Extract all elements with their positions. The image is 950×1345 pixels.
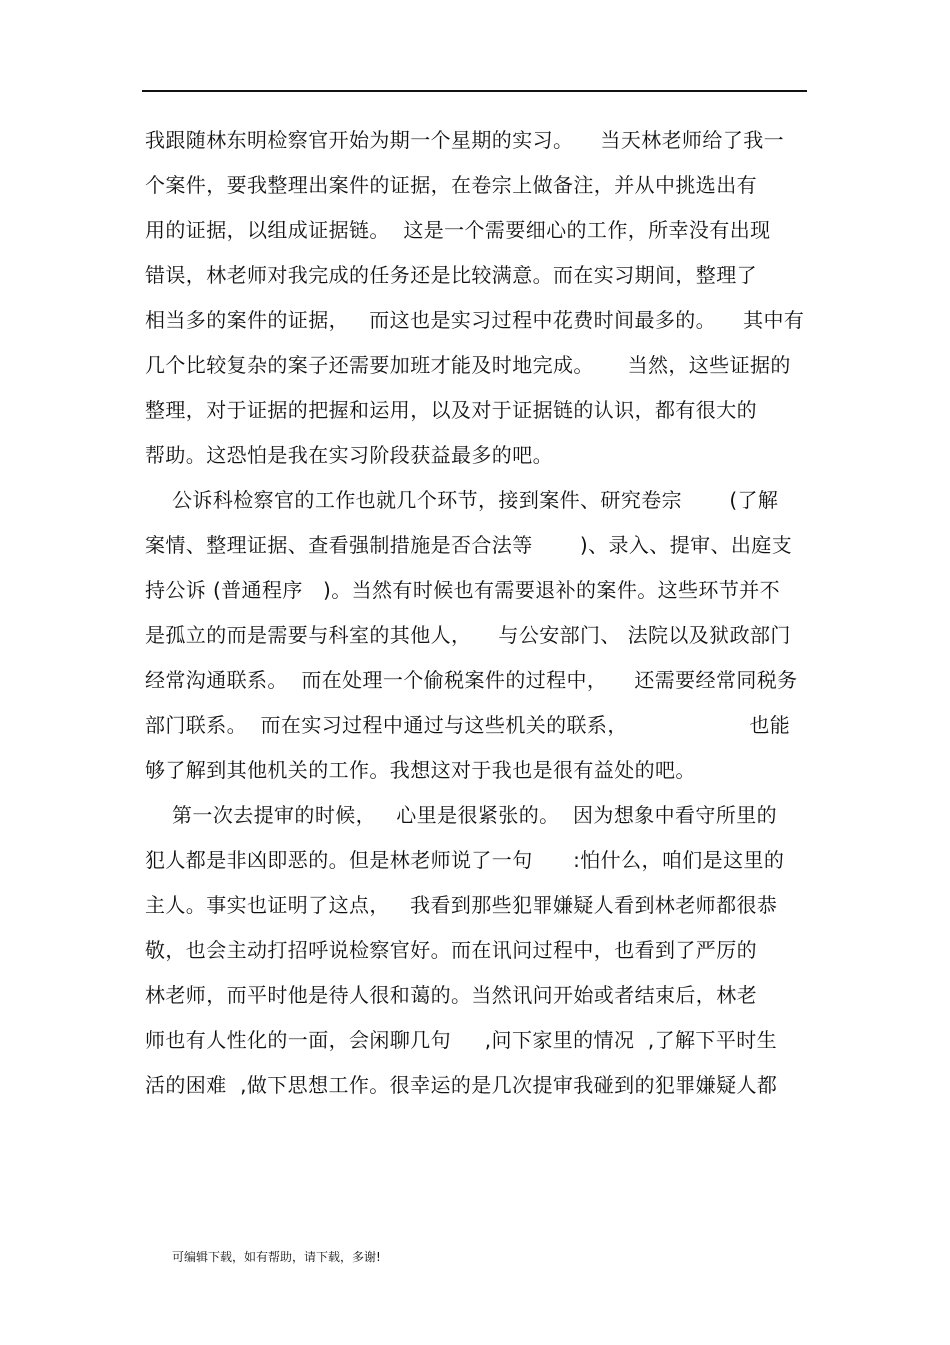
text-line: 活的困难 ,做下思想工作。很幸运的是几次提审我碰到的犯罪嫌疑人都 [145,1073,778,1097]
text-line: 个案件，要我整理出案件的证据，在卷宗上做备注，并从中挑选出有 [145,173,757,197]
header-rule [142,90,807,92]
text-line: 错误，林老师对我完成的任务还是比较满意。而在实习期间，整理了 [145,263,757,287]
text-line: 经常沟通联系。 而在处理一个偷税案件的过程中， 还需要经常同税务 [145,668,798,692]
text-line: 部门联系。 而在实习过程中通过与这些机关的联系， 也能 [145,713,791,737]
text-line: 持公诉 (普通程序 )。当然有时候也有需要退补的案件。这些环节并不 [145,578,781,602]
text-line: 师也有人性化的一面，会闲聊几句 ,问下家里的情况 ,了解下平时生 [145,1028,778,1052]
text-line: 我跟随林东明检察官开始为期一个星期的实习。 当天林老师给了我一 [145,128,785,152]
text-line: 林老师，而平时他是待人很和蔼的。当然讯问开始或者结束后，林老 [145,983,757,1007]
text-line: 相当多的案件的证据， 而这也是实习过程中花费时间最多的。 其中有 [145,308,805,332]
text-line: 几个比较复杂的案子还需要加班才能及时地完成。 当然，这些证据的 [145,353,791,377]
text-line: 用的证据，以组成证据链。 这是一个需要细心的工作，所幸没有出现 [145,218,771,242]
text-line: 是孤立的而是需要与科室的其他人， 与公安部门、 法院以及狱政部门 [145,623,791,647]
body-text [145,118,805,1108]
text-line: 够了解到其他机关的工作。我想这对于我也是很有益处的吧。 [145,758,696,782]
text-line: 整理，对于证据的把握和运用，以及对于证据链的认识，都有很大的 [145,398,757,422]
text-line: 帮助。这恐怕是我在实习阶段获益最多的吧。 [145,443,553,467]
footer-note: 可编辑下载，如有帮助，请下载，多谢! [172,1250,381,1264]
text-line: 犯人都是非凶即恶的。但是林老师说了一句 :怕什么，咱们是这里的 [145,848,785,872]
text-line: 第一次去提审的时候， 心里是很紧张的。 因为想象中看守所里的 [145,803,778,827]
text-line: 敬，也会主动打招呼说检察官好。而在讯问过程中，也看到了严厉的 [145,938,757,962]
text-line: 主人。事实也证明了这点， 我看到那些犯罪嫌疑人看到林老师都很恭 [145,893,778,917]
text-line: 公诉科检察官的工作也就几个环节，接到案件、研究卷宗 (了解 [145,488,779,512]
text-line: 案情、整理证据、查看强制措施是否合法等 )、录入、提审、出庭支 [145,533,793,557]
